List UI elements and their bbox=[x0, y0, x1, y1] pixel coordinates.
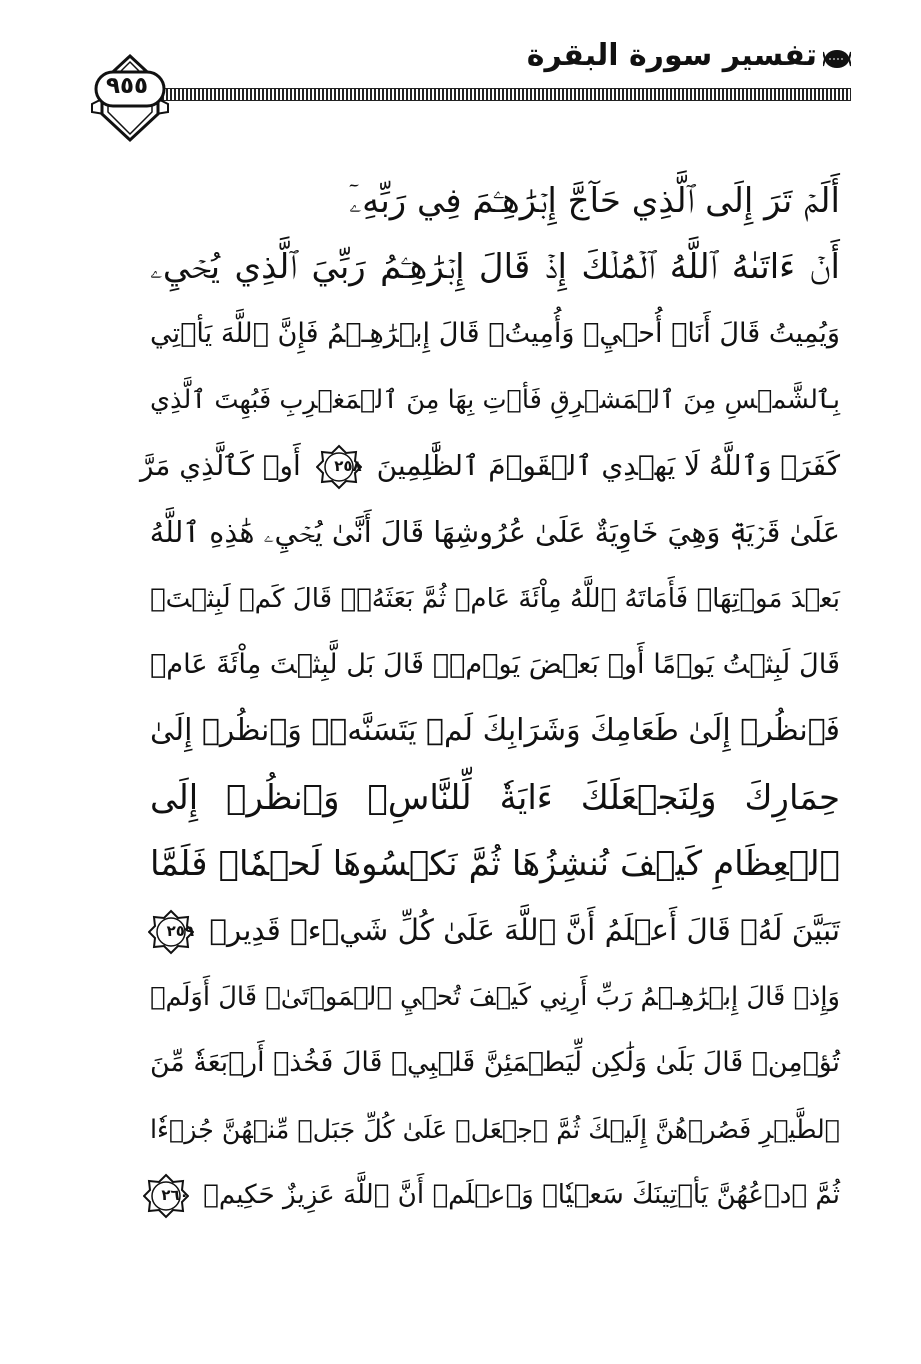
verse-text-block bbox=[140, 168, 840, 1229]
header-rule bbox=[162, 88, 851, 101]
page-header bbox=[0, 0, 921, 150]
verse-text: تَبَيَّنَ لَهُۥ قَالَ أَعۡلَمُ أَنَّ ٱللَّهَ عَلَىٰ كُلِّ شَيۡءٖ قَدِيرٞ bbox=[209, 913, 840, 948]
verse-text: ٱلطَّيۡرِ فَصُرۡهُنَّ إِلَيۡكَ ثُمَّ ٱجۡعَلۡ عَلَىٰ كُلِّ جَبَلٖ مِّنۡهُنَّ جُزۡءٗا bbox=[150, 1114, 840, 1145]
verse-line bbox=[140, 433, 840, 499]
verse-text: عَلَىٰ قَرۡيَةٖ وَهِيَ خَاوِيَةٌ عَلَىٰ عُرُوشِهَا قَالَ أَنَّىٰ يُحۡيِۦ هَٰذِهِ ٱللَّهُ bbox=[149, 515, 840, 550]
verse-text: فَٱنظُرۡ إِلَىٰ طَعَامِكَ وَشَرَابِكَ لَمۡ يَتَسَنَّهۡۖ وَٱنظُرۡ إِلَىٰ bbox=[150, 713, 840, 749]
verse-line bbox=[150, 234, 840, 300]
verse-text: بِٱلشَّمۡسِ مِنَ ٱلۡمَشۡرِقِ فَأۡتِ بِهَا مِنَ ٱلۡمَغۡرِبِ فَبُهِتَ ٱلَّذِي bbox=[150, 384, 840, 415]
verse-text: قَالَ لَبِثۡتُ يَوۡمًا أَوۡ بَعۡضَ يَوۡمٖۖ قَالَ بَل لَّبِثۡتَ مِاْئَةَ عَامٖ bbox=[150, 649, 840, 681]
verse-text: ثُمَّ ٱدۡعُهُنَّ يَأۡتِينَكَ سَعۡيٗاۚ وَٱعۡلَمۡ أَنَّ ٱللَّهَ عَزِيزٌ حَكِيمٞ bbox=[203, 1180, 840, 1211]
verse-text: أَنۡ ءَاتَىٰهُ ٱللَّهُ ٱلۡمُلۡكَ إِذۡ قَالَ إِبۡرَٰهِـۧمُ رَبِّيَ ٱلَّذِي يُحۡيِۦ bbox=[150, 247, 840, 288]
verse-text: تُؤۡمِنۖ قَالَ بَلَىٰ وَلَٰكِن لِّيَطۡمَئِنَّ قَلۡبِيۖ قَالَ فَخُذۡ أَرۡبَعَةٗ مِّنَ bbox=[150, 1046, 840, 1078]
verse-text: كَفَرَۗ وَٱللَّهُ لَا يَهۡدِي ٱلۡقَوۡمَ ٱلظَّٰلِمِينَ bbox=[376, 449, 840, 483]
verse-text: وَإِذۡ قَالَ إِبۡرَٰهِـۧمُ رَبِّ أَرِنِي كَيۡفَ تُحۡيِ ٱلۡمَوۡتَىٰۖ قَالَ أَوَلَمۡ bbox=[150, 981, 840, 1012]
verse-line bbox=[150, 632, 840, 698]
verse-line bbox=[150, 1030, 840, 1096]
ayah-marker bbox=[148, 909, 194, 955]
verse-line bbox=[150, 1162, 840, 1228]
ayah-number: ٢٦٠ bbox=[161, 1185, 189, 1204]
ayah-number: ٢٥٨ bbox=[334, 457, 362, 476]
verse-line bbox=[150, 168, 840, 234]
page-number: ٩٥٥ bbox=[105, 73, 149, 99]
verse-line bbox=[150, 367, 840, 433]
verse-text: أَلَمۡ تَرَ إِلَى ٱلَّذِي حَآجَّ إِبۡرَٰهِـۧمَ فِي رَبِّهِۦٓ bbox=[349, 181, 840, 221]
verse-line bbox=[150, 897, 840, 963]
verse-line bbox=[150, 1096, 840, 1162]
verse-line bbox=[150, 765, 840, 831]
verse-text: بَعۡدَ مَوۡتِهَاۖ فَأَمَاتَهُ ٱللَّهُ مِاْئَةَ عَامٖ ثُمَّ بَعَثَهُۥۖ قَالَ كَمۡ لَبِثۡتَۖ bbox=[150, 583, 840, 614]
ayah-marker bbox=[143, 1173, 189, 1219]
verse-line bbox=[150, 698, 840, 764]
verse-line bbox=[150, 499, 840, 565]
verse-line bbox=[150, 964, 840, 1030]
verse-line bbox=[150, 566, 840, 632]
verse-text: أَوۡ كَٱلَّذِي مَرَّ bbox=[140, 449, 301, 483]
verse-text: وَيُمِيتُ قَالَ أَنَا۠ أُحۡيِۦ وَأُمِيتُۖ قَالَ إِبۡرَٰهِـۧمُ فَإِنَّ ٱللَّهَ يَأۡتِي bbox=[150, 317, 840, 349]
ayah-marker bbox=[316, 444, 362, 490]
verse-line bbox=[150, 831, 840, 897]
verse-text: حِمَارِكَ وَلِنَجۡعَلَكَ ءَايَةٗ لِّلنَّاسِۖ وَٱنظُرۡ إِلَى bbox=[150, 777, 840, 818]
title-ornament-icon bbox=[823, 48, 851, 70]
ayah-number: ٢٥٩ bbox=[166, 921, 195, 940]
verse-text: ٱلۡعِظَامِ كَيۡفَ نُنشِزُهَا ثُمَّ نَكۡسُوهَا لَحۡمٗاۚ فَلَمَّا bbox=[150, 843, 840, 884]
book-title: تفسير سورة البقرة bbox=[526, 38, 817, 73]
verse-line bbox=[150, 301, 840, 367]
